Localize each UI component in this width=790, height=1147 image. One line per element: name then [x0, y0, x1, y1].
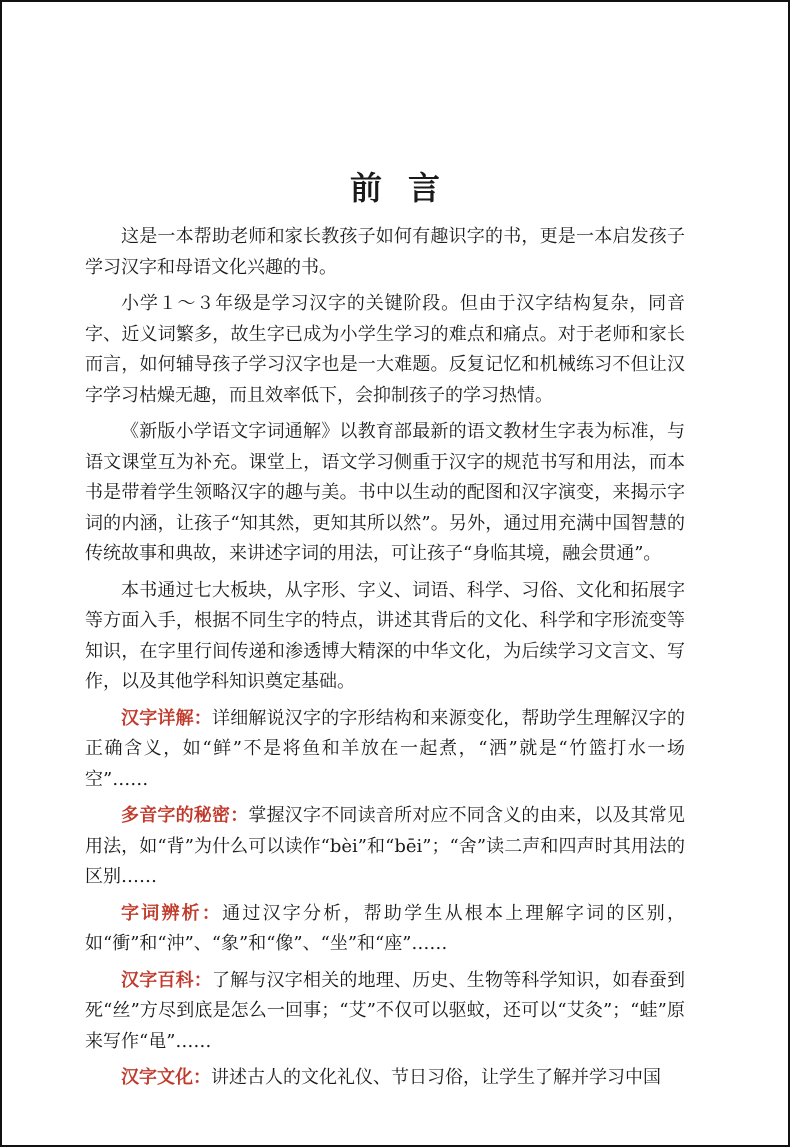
section-text: 详细解说汉字的字形结构和来源变化，帮助学生理解汉字的正确含义，如“鲜”不是将鱼和羊放在一起煮，“洒”就是“竹篮打水一场空”……	[85, 707, 685, 790]
paragraph-seven-modules: 本书通过七大板块，从字形、字义、词语、科学、习俗、文化和拓展字等方面入手，根据不同生字的特点，讲述其背后的文化、科学和字形流变等知识，在字里行间传递和渗透博大精深的中华文化，为后续学习文言文、写作，以及其他学科知识奠定基础。	[85, 579, 685, 692]
section-label: 多音字的秘密：	[121, 805, 249, 826]
section-polyphonic-secrets	[85, 801, 685, 893]
section-label: 字词辨析：	[121, 902, 223, 924]
page-title: 前言	[349, 169, 466, 208]
section-character-culture	[85, 1063, 685, 1094]
preface-body	[85, 222, 685, 1100]
section-label: 汉字文化：	[121, 1067, 211, 1088]
section-text: 掌握汉字不同读音所对应不同含义的由来，以及其常见用法，如“背”为什么可以读作“bèi”和“bēi”；“舍”读二声和四声时其用法的区别……	[85, 805, 686, 887]
paragraph-book-purpose: 《新版小学语文字词通解》以教育部最新的语文教材生字表为标准，与语文课堂互为补充。课堂上，语文学习侧重于汉字的规范书写和用法，而本书是带着学生领略汉字的趣与美。书中以生动的配图和汉字演变，来揭示字词的内涵，让孩子“知其然，更知其所以然”。另外，通过用充满中国智慧的传统故事和典故，来讲述字词的用法，可让孩子“身临其境，融会贯通”。	[85, 421, 685, 564]
section-label: 汉字百科：	[121, 969, 212, 991]
section-character-encyclopedia	[85, 966, 685, 1058]
section-text: 了解与汉字相关的地理、历史、生物等科学知识，如春蚕到死“丝”方尽到底是怎么一回事；“艾”不仅可以驱蚊，还可以“艾灸”；“蛙”原来写作“黾”……	[85, 969, 685, 1052]
paragraph-intro: 这是一本帮助老师和家长教孩子如何有趣识字的书，更是一本启发孩子学习汉字和母语文化兴趣的书。	[85, 226, 685, 278]
section-word-discrimination	[85, 899, 685, 960]
section-character-explanation	[85, 704, 685, 796]
section-text: 讲述古人的文化礼仪、节日习俗，让学生了解并学习中国	[211, 1067, 661, 1088]
section-label: 汉字详解：	[121, 707, 212, 729]
section-text: 通过汉字分析，帮助学生从根本上理解字词的区别，如“衝”和“沖”、“象”和“像”、“坐”和“座”……	[85, 902, 686, 954]
paragraph-difficulty: 小学１～３年级是学习汉字的关键阶段。但由于汉字结构复杂，同音字、近义词繁多，故生字已成为小学生学习的难点和痛点。对于老师和家长而言，如何辅导孩子学习汉字也是一大难题。反复记忆和机械练习不但让汉字学习枯燥无趣，而且效率低下，会抑制孩子的学习热情。	[85, 293, 685, 406]
